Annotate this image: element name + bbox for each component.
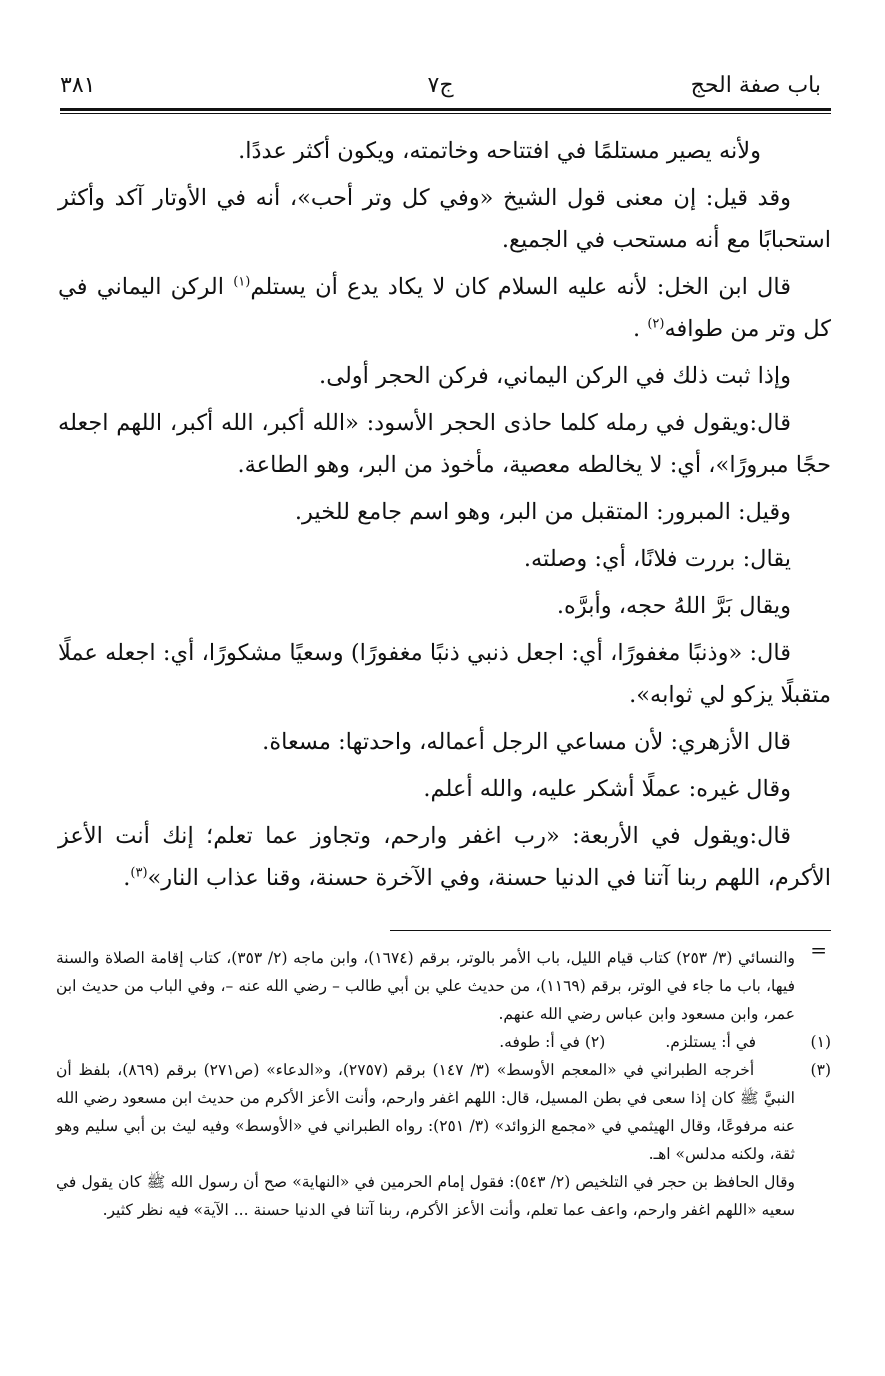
paragraph: يقال: بررت فلانًا، أي: وصلته. <box>523 546 791 572</box>
footnote-ref-3[interactable]: (٣) <box>130 865 148 881</box>
paragraph: ويقال بَرَّ اللهُ حجه، وأبرَّه. <box>556 593 791 619</box>
running-header <box>60 66 821 106</box>
main-text <box>58 130 831 904</box>
paragraph-text: قال ابن الخل: لأنه عليه السلام كان لا يكاد يدع أن يستلم <box>250 274 791 300</box>
footnote-number: (١) <box>810 1033 831 1051</box>
footnote-1-2 <box>56 1028 831 1056</box>
paragraph: قال: «وذنبًا مغفورًا، أي: اجعل ذنبي ذنبًا مغفورًا) وسعيًا مشكورًا، أي: اجعله عملًا متقبلًا يزكو لي ثوابه». <box>58 640 831 708</box>
footnote-number: (٢) <box>584 1033 606 1051</box>
volume-label: ج٧ <box>427 73 454 98</box>
paragraph: وإذا ثبت ذلك في الركن اليماني، فركن الحجر أولى. <box>319 363 791 389</box>
paragraph: ولأنه يصير مستلمًا في افتتاحه وخاتمته، ويكون أكثر عددًا. <box>238 138 761 164</box>
footnote-number: (٣) <box>810 1061 831 1079</box>
paragraph: قال الأزهري: لأن مساعي الرجل أعماله، واحدتها: مسعاة. <box>262 729 791 755</box>
paragraph-text: . <box>123 865 131 891</box>
footnote-3 <box>56 1056 831 1168</box>
footnotes <box>56 944 831 1224</box>
footnote-continuation-mark: = <box>810 938 827 962</box>
paragraph: وقال غيره: عملًا أشكر عليه، والله أعلم. <box>423 776 791 802</box>
footnote-3-continued: وقال الحافظ بن حجر في التلخيص (٢/ ٥٤٣): فقول إمام الحرمين في «النهاية» صح أن رسول الله ﷺ كان يقول في سعيه «اللهم اغفر وارحم، واعف عما تعلم، وأنت الأعز الأكرم، ربنا آتنا في الدنيا حسنة ... الآية» فيه نظر كثير. <box>56 1173 795 1219</box>
paragraph: قال:ويقول في رمله كلما حاذى الحجر الأسود: «الله أكبر، الله أكبر، اللهم اجعله حجًا مبرورًا»، أي: لا يخالطه معصية، مأخوذ من البر، وهو الطاعة. <box>58 410 831 478</box>
footnote-separator <box>390 930 831 931</box>
header-rule-thin <box>60 113 831 114</box>
paragraph-arbaa <box>58 815 831 899</box>
footnote-text: في أ: يستلزم. <box>665 1033 757 1051</box>
footnote-text: أخرجه الطبراني في «المعجم الأوسط» (٣/ ١٤٧) برقم (٢٧٥٧)، و«الدعاء» (ص٢٧١) برقم (٨٦٩)، بلفظ أن النبيَّ ﷺ كان إذا سعى في بطن المسيل، قال: اللهم اغفر وارحم، وأنت الأعز الأكرم من حديث ابن مسعود رضي الله عنه مرفوعًا، وقال الهيثمي في «مجمع الزوائد» (٣/ ٢٥١): رواه الطبراني في «الأوسط» وفيه ليث بن أبي سليم وهو ثقة، ولكنه مدلس» اهـ. <box>56 1061 795 1163</box>
footnote-text: في أ: طوفه. <box>499 1033 580 1051</box>
footnote-ref-2[interactable]: (٢) <box>647 316 665 332</box>
paragraph: وقيل: المبرور: المتقبل من البر، وهو اسم جامع للخير. <box>294 499 791 525</box>
paragraph-text: قال:ويقول في الأربعة: «رب اغفر وارحم، وتجاوز عما تعلم؛ إنك أنت الأعز الأكرم، اللهم ربنا آتنا في الدنيا حسنة، وفي الآخرة حسنة، وقنا عذاب النار» <box>58 823 831 891</box>
chapter-title: باب صفة الحج <box>690 73 821 98</box>
paragraph: وقد قيل: إن معنى قول الشيخ «وفي كل وتر أحب»، أنه في الأوتار آكد وأكثر استحبابًا مع أنه مستحب في الجميع. <box>58 185 831 253</box>
paragraph-ibn-khal <box>58 266 831 350</box>
header-rule <box>60 108 831 111</box>
paragraph-text: . <box>633 316 648 342</box>
paragraph-text: الركن اليماني في كل وتر من طوافه <box>58 274 831 342</box>
footnote-ref-1[interactable]: (١) <box>233 274 251 290</box>
page-number: ٣٨١ <box>60 73 96 98</box>
footnote-continuation: والنسائي (٣/ ٢٥٣) كتاب قيام الليل، باب الأمر بالوتر، برقم (١٦٧٤)، وابن ماجه (٢/ ٣٥٣)، كتاب إقامة الصلاة والسنة فيها، باب ما جاء في الوتر، برقم (١١٦٩)، من حديث علي بن أبي طالب – رضي الله عنه –، وفي الباب من حديث ابن عمر، وابن مسعود وابن عباس رضي الله عنهم. <box>56 949 795 1023</box>
